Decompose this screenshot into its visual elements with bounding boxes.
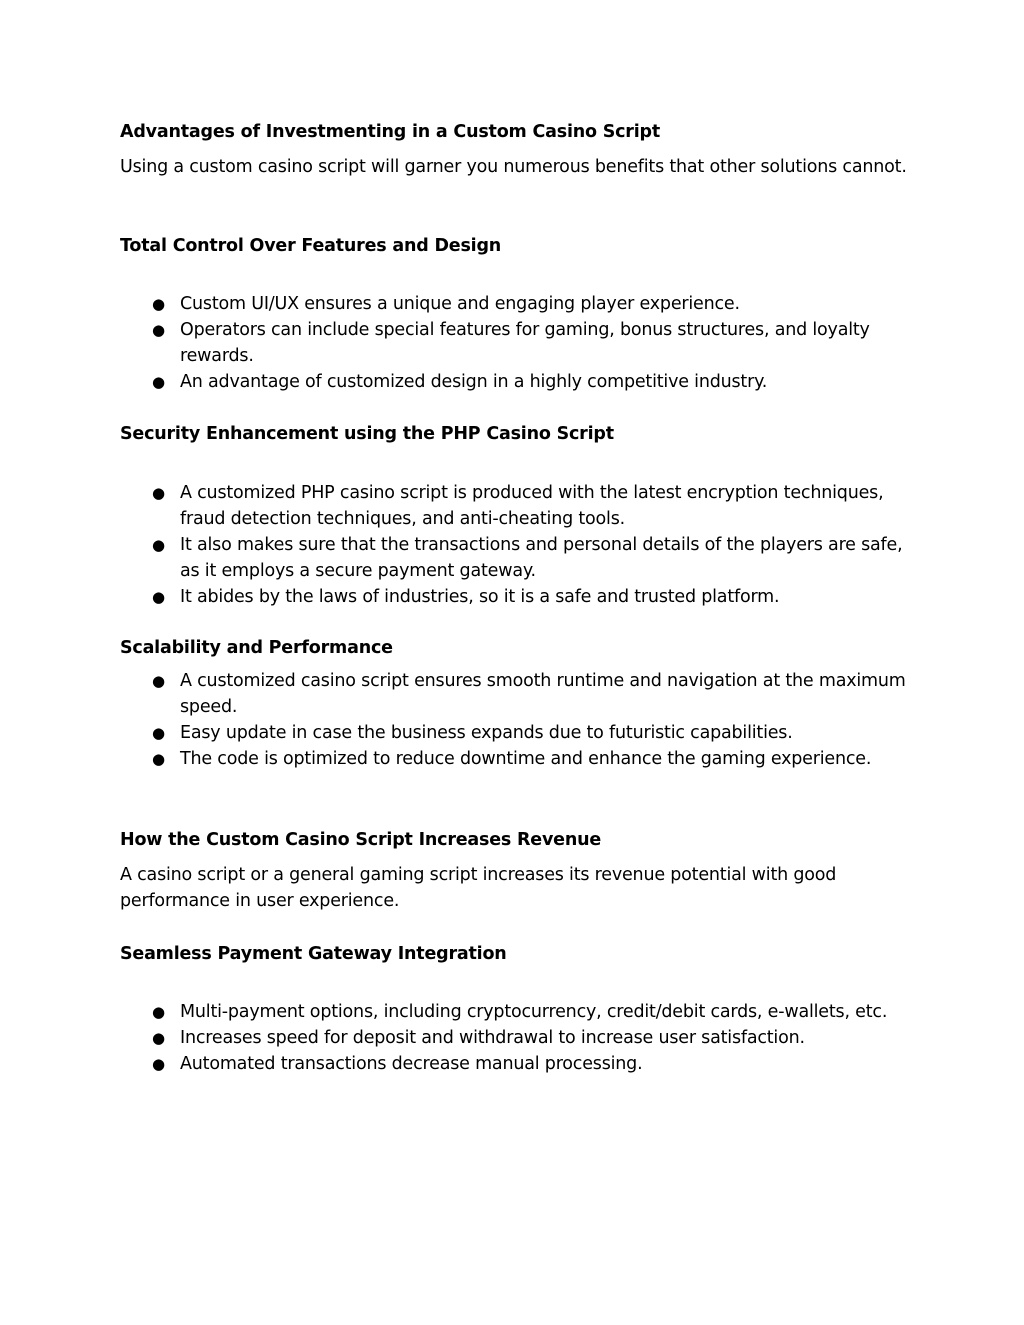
list-item xyxy=(120,668,910,720)
list-item xyxy=(120,291,910,317)
list-item xyxy=(120,584,910,610)
total-control-list xyxy=(120,291,910,395)
section-heading-revenue: How the Custom Casino Script Increases Revenue xyxy=(120,830,602,850)
bullet-icon: ● xyxy=(152,588,165,606)
list-item xyxy=(120,480,910,532)
bullet-icon: ● xyxy=(152,750,165,768)
payment-list xyxy=(120,999,910,1077)
list-item-text: An advantage of customized design in a highly competitive industry. xyxy=(180,372,768,392)
list-item-text: It also makes sure that the transactions and personal details of the players are safe, as it employs a secure payment gateway. xyxy=(180,535,903,581)
scalability-list xyxy=(120,668,910,772)
list-item-text: Custom UI/UX ensures a unique and engaging player experience. xyxy=(180,294,740,314)
intro-paragraph: Using a custom casino script will garner you numerous benefits that other solutions cannot. xyxy=(120,157,907,177)
bullet-icon: ● xyxy=(152,724,165,742)
bullet-icon: ● xyxy=(152,321,165,339)
list-item xyxy=(120,999,910,1025)
list-item-text: It abides by the laws of industries, so it is a safe and trusted platform. xyxy=(180,587,780,607)
list-item-text: Automated transactions decrease manual processing. xyxy=(180,1054,643,1074)
list-item xyxy=(120,720,910,746)
list-item-text: Operators can include special features for gaming, bonus structures, and loyalty rewards. xyxy=(180,320,870,366)
list-item-text: The code is optimized to reduce downtime and enhance the gaming experience. xyxy=(180,749,872,769)
bullet-icon: ● xyxy=(152,1055,165,1073)
list-item-text: A customized PHP casino script is produced with the latest encryption techniques, fraud detection techniques, and anti-cheating tools. xyxy=(180,483,884,529)
list-item xyxy=(120,746,910,772)
list-item xyxy=(120,1025,910,1051)
list-item xyxy=(120,317,910,369)
list-item-text: Multi-payment options, including cryptocurrency, credit/debit cards, e-wallets, etc. xyxy=(180,1002,888,1022)
section-heading-advantages: Advantages of Investmenting in a Custom Casino Script xyxy=(120,122,661,142)
security-list xyxy=(120,480,910,610)
section-heading-total-control: Total Control Over Features and Design xyxy=(120,236,502,256)
bullet-icon: ● xyxy=(152,373,165,391)
bullet-icon: ● xyxy=(152,672,165,690)
list-item-text: Increases speed for deposit and withdrawal to increase user satisfaction. xyxy=(180,1028,805,1048)
bullet-icon: ● xyxy=(152,536,165,554)
bullet-icon: ● xyxy=(152,484,165,502)
list-item-text: A customized casino script ensures smooth runtime and navigation at the maximum speed. xyxy=(180,671,906,717)
section-heading-scalability: Scalability and Performance xyxy=(120,638,393,658)
section-heading-security: Security Enhancement using the PHP Casino Script xyxy=(120,424,614,444)
section-heading-payment: Seamless Payment Gateway Integration xyxy=(120,944,507,964)
list-item xyxy=(120,1051,910,1077)
list-item xyxy=(120,532,910,584)
bullet-icon: ● xyxy=(152,1029,165,1047)
list-item xyxy=(120,369,910,395)
list-item-text: Easy update in case the business expands due to futuristic capabilities. xyxy=(180,723,793,743)
bullet-icon: ● xyxy=(152,1003,165,1021)
revenue-paragraph: A casino script or a general gaming script increases its revenue potential with good performance in user experience. xyxy=(120,865,837,911)
bullet-icon: ● xyxy=(152,295,165,313)
